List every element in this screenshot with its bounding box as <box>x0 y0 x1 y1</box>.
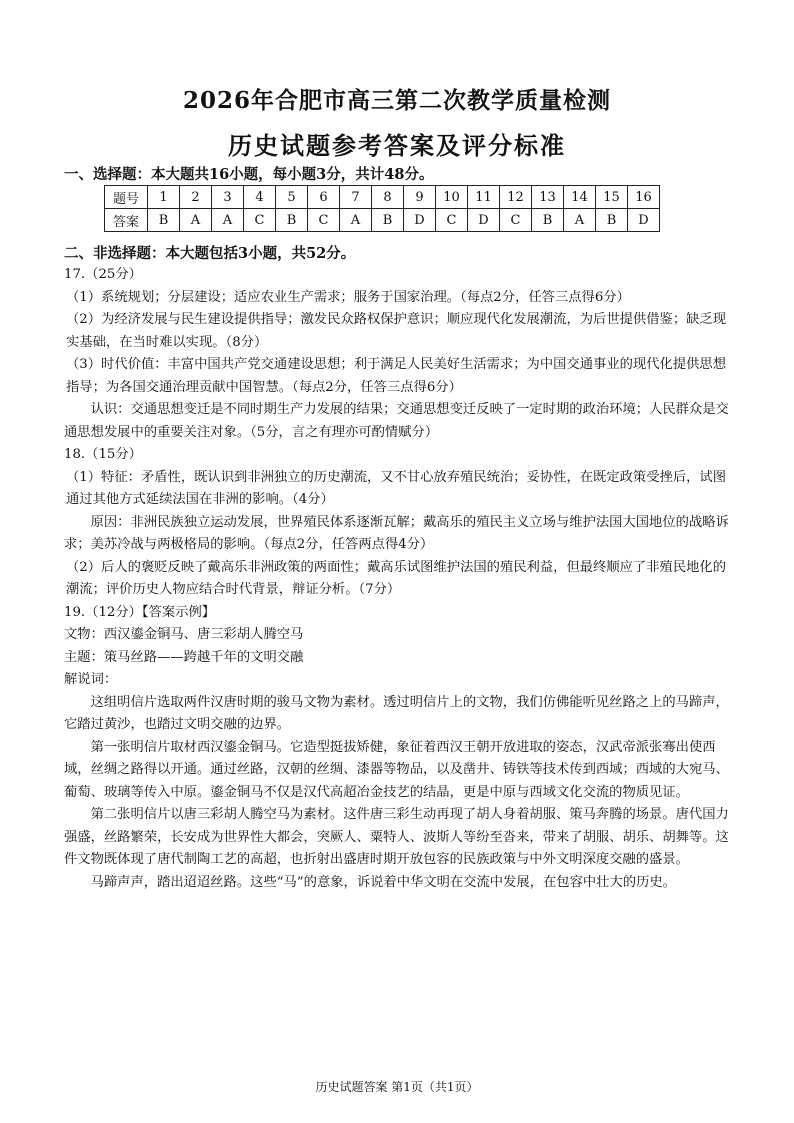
answer-cell: B <box>372 209 404 232</box>
answer-cell: A <box>212 209 244 232</box>
q19-theme: 主题：策马丝路——跨越千年的文明交融 <box>64 649 304 665</box>
answer-cell: C <box>308 209 340 232</box>
page-footer: 历史试题答案 第1页（共1页） <box>315 1080 479 1094</box>
q19-paragraph: 马蹄声声，踏出迢迢丝路。这些“马”的意象，诉说着中华文明在交流中发展，在包容中壮大的历史。 <box>90 874 676 890</box>
question-number: 7 <box>340 186 372 209</box>
q17-part2: （2）为经济发展与民生建设提供指导；激发民众路权保护意识；顺应现代化发展潮流，为后世提供借鉴；缺乏现实基础，在当时难以实现。（8分） <box>66 312 727 350</box>
question-number: 3 <box>212 186 244 209</box>
answer-cell: A <box>180 209 212 232</box>
answer-cell: C <box>436 209 468 232</box>
section1-heading: 一、选择题：本大题共16小题，每小题3分，共计48分。 <box>64 166 434 183</box>
question-number: 8 <box>372 186 404 209</box>
q19-paragraph: 这组明信片选取两件汉唐时期的骏马文物为素材。透过明信片上的文物，我们仿佛能听见丝路之上的马蹄声，它踏过黄沙，也踏过文明交融的边界。 <box>64 694 729 732</box>
row-label-question: 题号 <box>105 186 148 209</box>
answer-cell: A <box>340 209 372 232</box>
q19-paragraph: 第二张明信片以唐三彩胡人腾空马为素材。这件唐三彩生动再现了胡人身着胡服、策马奔腾的场景。唐代国力强盛，丝路繁荣，长安成为世界性大都会，突厥人、粟特人、波斯人等纷至沓来，带来了胡服、胡乐、胡舞等。这件文物既体现了唐代制陶工艺的高超，也折射出盛唐时期开放包容的民族政策与中外文明深度交融的盛景。 <box>64 807 729 867</box>
question-number: 12 <box>500 186 532 209</box>
answer-table <box>104 185 660 232</box>
page-subtitle: 历史试题参考答案及评分标准 <box>228 131 566 160</box>
q17-part3: （3）时代价值：丰富中国共产党交通建设思想；利于满足人民美好生活需求；为中国交通事业的现代化提供思想指导；为各国交通治理贡献中国智慧。（每点2分，任答三点得6分） <box>66 357 727 395</box>
question-number: 14 <box>564 186 596 209</box>
q17-part1: （1）系统规划；分层建设；适应农业生产需求；服务于国家治理。（每点2分，任答三点得6分） <box>66 289 630 305</box>
question-number-row <box>105 186 660 209</box>
question-number: 10 <box>436 186 468 209</box>
answer-row <box>105 209 660 232</box>
question-number: 15 <box>596 186 628 209</box>
question-number: 2 <box>180 186 212 209</box>
question-number: 16 <box>628 186 660 209</box>
q18-part2: （2）后人的褒贬反映了戴高乐非洲政策的两面性；戴高乐试图维护法国的殖民利益，但最终顺应了非殖民地化的潮流；评价历史人物应结合时代背景，辩证分析。（7分） <box>66 559 727 597</box>
answer-cell: B <box>532 209 564 232</box>
question-number: 11 <box>468 186 500 209</box>
answer-body <box>64 264 732 894</box>
question-number: 13 <box>532 186 564 209</box>
question-number: 4 <box>244 186 276 209</box>
q18-heading: 18.（15分） <box>64 447 142 462</box>
q18-part1: （1）特征：矛盾性，既认识到非洲独立的历史潮流，又不甘心放弃殖民统治；妥协性，在既定政策受挫后，试图通过其他方式延续法国在非洲的影响。（4分） <box>66 469 727 507</box>
question-number: 5 <box>276 186 308 209</box>
q17-heading: 17.（25分） <box>64 267 142 282</box>
q19-heading: 19.（12分）【答案示例】 <box>64 604 216 620</box>
section2-heading: 二、非选择题：本大题包括3小题，共52分。 <box>64 245 356 262</box>
question-number: 9 <box>404 186 436 209</box>
answer-cell: B <box>276 209 308 232</box>
answer-cell: D <box>468 209 500 232</box>
question-number: 1 <box>148 186 180 209</box>
answer-cell: C <box>500 209 532 232</box>
answer-cell: C <box>244 209 276 232</box>
question-number: 6 <box>308 186 340 209</box>
q17-understanding: 认识：交通思想变迁是不同时期生产力发展的结果；交通思想变迁反映了一定时期的政治环境；人民群众是交通思想发展中的重要关注对象。（5分，言之有理亦可酌情赋分） <box>64 402 729 440</box>
answer-cell: B <box>596 209 628 232</box>
q18-reasons: 原因：非洲民族独立运动发展，世界殖民体系逐渐瓦解；戴高乐的殖民主义立场与维护法国大国地位的战略诉求；美苏冷战与两极格局的影响。（每点2分，任答两点得4分） <box>64 514 729 552</box>
q19-commentary-label: 解说词： <box>64 672 118 687</box>
q19-relics: 文物：西汉鎏金铜马、唐三彩胡人腾空马 <box>64 627 304 642</box>
page-title: 2026年合肥市高三第二次教学质量检测 <box>182 87 611 114</box>
row-label-answer: 答案 <box>105 209 148 232</box>
answer-cell: A <box>564 209 596 232</box>
answer-cell: D <box>628 209 660 232</box>
answer-cell: B <box>148 209 180 232</box>
answer-cell: D <box>404 209 436 232</box>
q19-paragraph: 第一张明信片取材西汉鎏金铜马。它造型挺拔矫健，象征着西汉王朝开放进取的姿态，汉武帝派张骞出使西域，丝绸之路得以开通。通过丝路，汉朝的丝绸、漆器等物品，以及凿井、铸铁等技术传到西域；西域的大宛马、葡萄、玻璃等传入中原。鎏金铜马不仅是汉代高超冶金技艺的结晶，更是中原与西域文化交流的物质见证。 <box>64 739 729 800</box>
